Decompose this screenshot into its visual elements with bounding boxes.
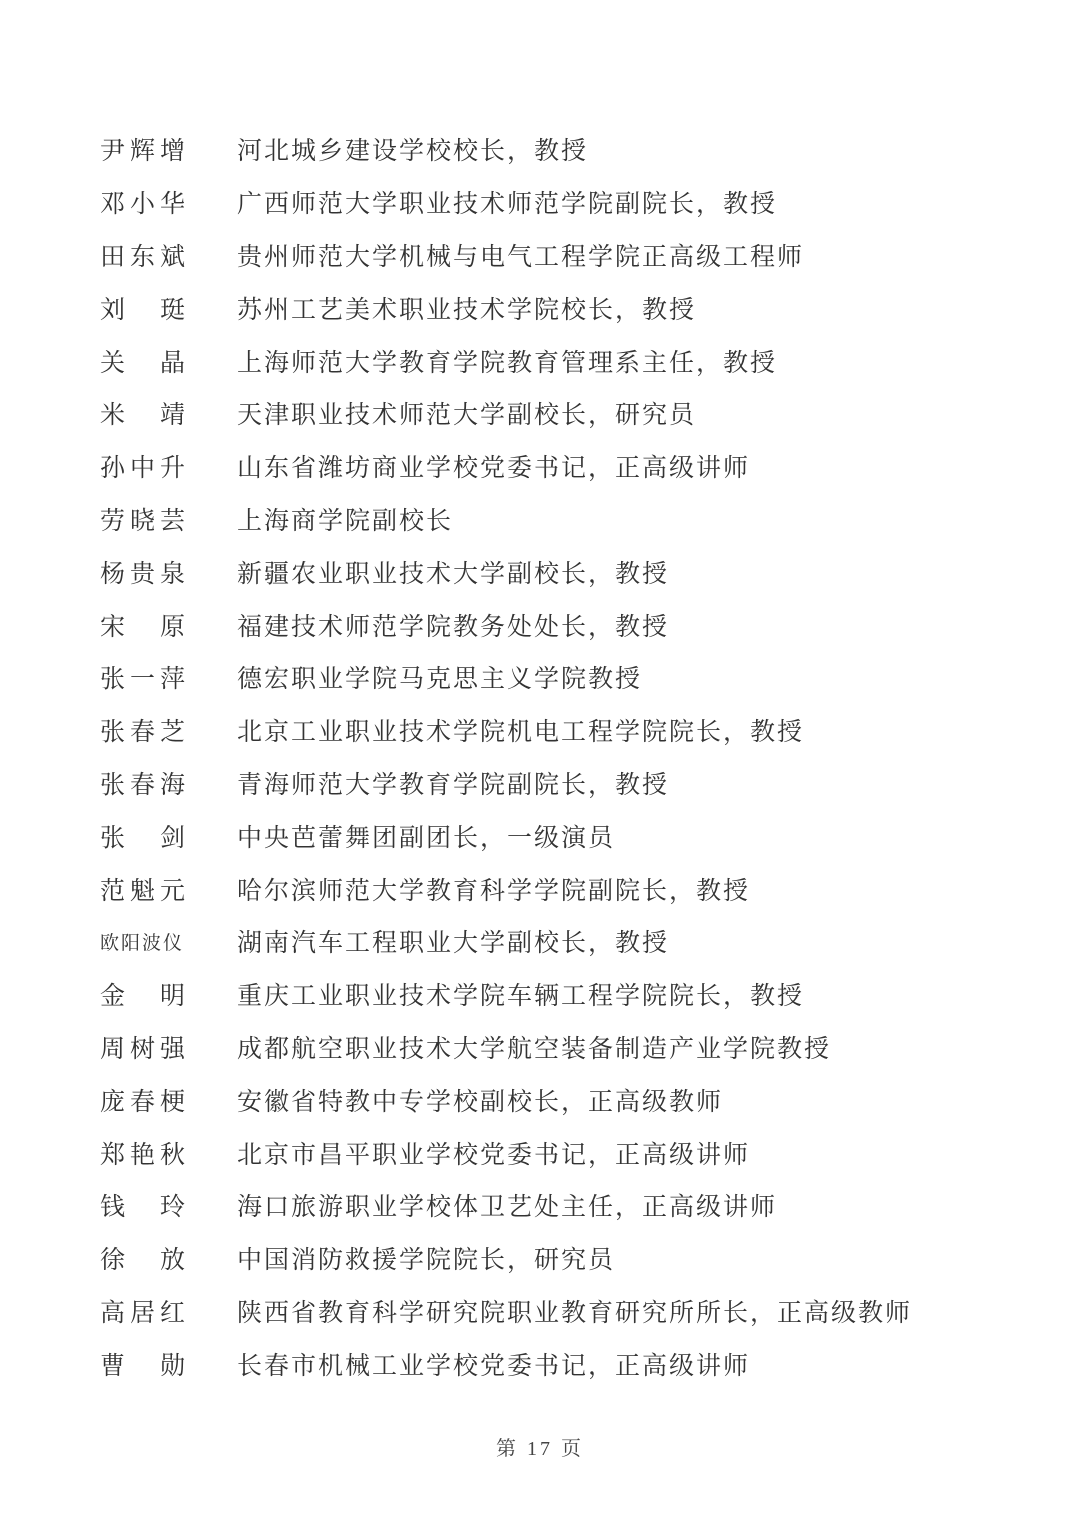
person-title: 安徽省特教中专学校副校长，正高级教师 [237, 1088, 724, 1116]
list-item [100, 1232, 1020, 1285]
person-title: 苏州工艺美术职业技术学院校长，教授 [237, 296, 697, 324]
person-title: 北京工业职业技术学院机电工程学院院长，教授 [237, 719, 805, 747]
person-name: 宋 原 [100, 613, 191, 641]
person-title: 河北城乡建设学校校长，教授 [237, 138, 589, 166]
list-item [100, 1073, 1020, 1126]
list-item [100, 862, 1020, 915]
person-title: 长春市机械工业学校党委书记，正高级讲师 [237, 1352, 751, 1380]
list-item [100, 229, 1020, 282]
person-name: 孙中升 [100, 455, 191, 483]
person-name: 张 剑 [100, 824, 191, 852]
person-title: 海口旅游职业学校体卫艺处主任，正高级讲师 [237, 1194, 778, 1222]
person-name: 郑艳秋 [100, 1141, 191, 1169]
list-item [100, 1126, 1020, 1179]
list-item [100, 123, 1020, 176]
list-item [100, 598, 1020, 651]
list-item [100, 1337, 1020, 1390]
person-name: 邓小华 [100, 191, 191, 219]
list-item [100, 1179, 1020, 1232]
person-name: 张一萍 [100, 666, 191, 694]
page-number: 第 17 页 [496, 1438, 584, 1460]
list-item [100, 651, 1020, 704]
list-item [100, 757, 1020, 810]
person-name: 米 靖 [100, 402, 191, 430]
list-item [100, 440, 1020, 493]
person-title: 天津职业技术师范大学副校长，研究员 [237, 402, 697, 430]
person-title: 福建技术师范学院教务处处长，教授 [237, 613, 670, 641]
person-name: 庞春梗 [100, 1088, 191, 1116]
name-title-list [100, 123, 1020, 1390]
person-name: 高居红 [100, 1299, 191, 1327]
list-item [100, 493, 1020, 546]
person-title: 贵州师范大学机械与电气工程学院正高级工程师 [237, 243, 805, 271]
person-title: 山东省潍坊商业学校党委书记，正高级讲师 [237, 455, 751, 483]
person-title: 上海师范大学教育学院教育管理系主任，教授 [237, 349, 778, 377]
person-name: 徐 放 [100, 1247, 191, 1275]
person-name: 欧阳波仪 [100, 932, 185, 954]
list-item [100, 968, 1020, 1021]
person-name: 劳晓芸 [100, 507, 191, 535]
person-name: 尹辉增 [100, 138, 191, 166]
person-title: 哈尔滨师范大学教育科学学院副院长，教授 [237, 877, 751, 905]
person-title: 重庆工业职业技术学院车辆工程学院院长，教授 [237, 983, 805, 1011]
person-title: 北京市昌平职业学校党委书记，正高级讲师 [237, 1141, 751, 1169]
person-title: 上海商学院副校长 [237, 507, 454, 535]
person-title: 德宏职业学院马克思主义学院教授 [237, 666, 643, 694]
person-title: 青海师范大学教育学院副院长，教授 [237, 771, 670, 799]
person-name: 杨贵泉 [100, 560, 191, 588]
list-item [100, 704, 1020, 757]
list-item [100, 915, 1020, 968]
list-item [100, 281, 1020, 334]
person-name: 刘 珽 [100, 296, 191, 324]
list-item [100, 1285, 1020, 1338]
person-title: 中央芭蕾舞团副团长，一级演员 [237, 824, 616, 852]
list-item [100, 387, 1020, 440]
list-item [100, 545, 1020, 598]
person-name: 关 晶 [100, 349, 191, 377]
person-name: 张春海 [100, 771, 191, 799]
person-title: 中国消防救援学院院长，研究员 [237, 1247, 616, 1275]
person-name: 钱 玲 [100, 1194, 191, 1222]
person-name: 田东斌 [100, 243, 191, 271]
person-name: 范魁元 [100, 877, 191, 905]
list-item [100, 1021, 1020, 1074]
person-title: 新疆农业职业技术大学副校长，教授 [237, 560, 670, 588]
person-title: 湖南汽车工程职业大学副校长，教授 [237, 930, 670, 958]
person-title: 陕西省教育科学研究院职业教育研究所所长，正高级教师 [237, 1299, 913, 1327]
person-name: 金 明 [100, 983, 191, 1011]
list-item [100, 176, 1020, 229]
person-title: 成都航空职业技术大学航空装备制造产业学院教授 [237, 1035, 832, 1063]
person-name: 曹 勋 [100, 1352, 191, 1380]
person-name: 周树强 [100, 1035, 191, 1063]
list-item [100, 334, 1020, 387]
list-item [100, 809, 1020, 862]
person-name: 张春芝 [100, 719, 191, 747]
person-title: 广西师范大学职业技术师范学院副院长，教授 [237, 191, 778, 219]
